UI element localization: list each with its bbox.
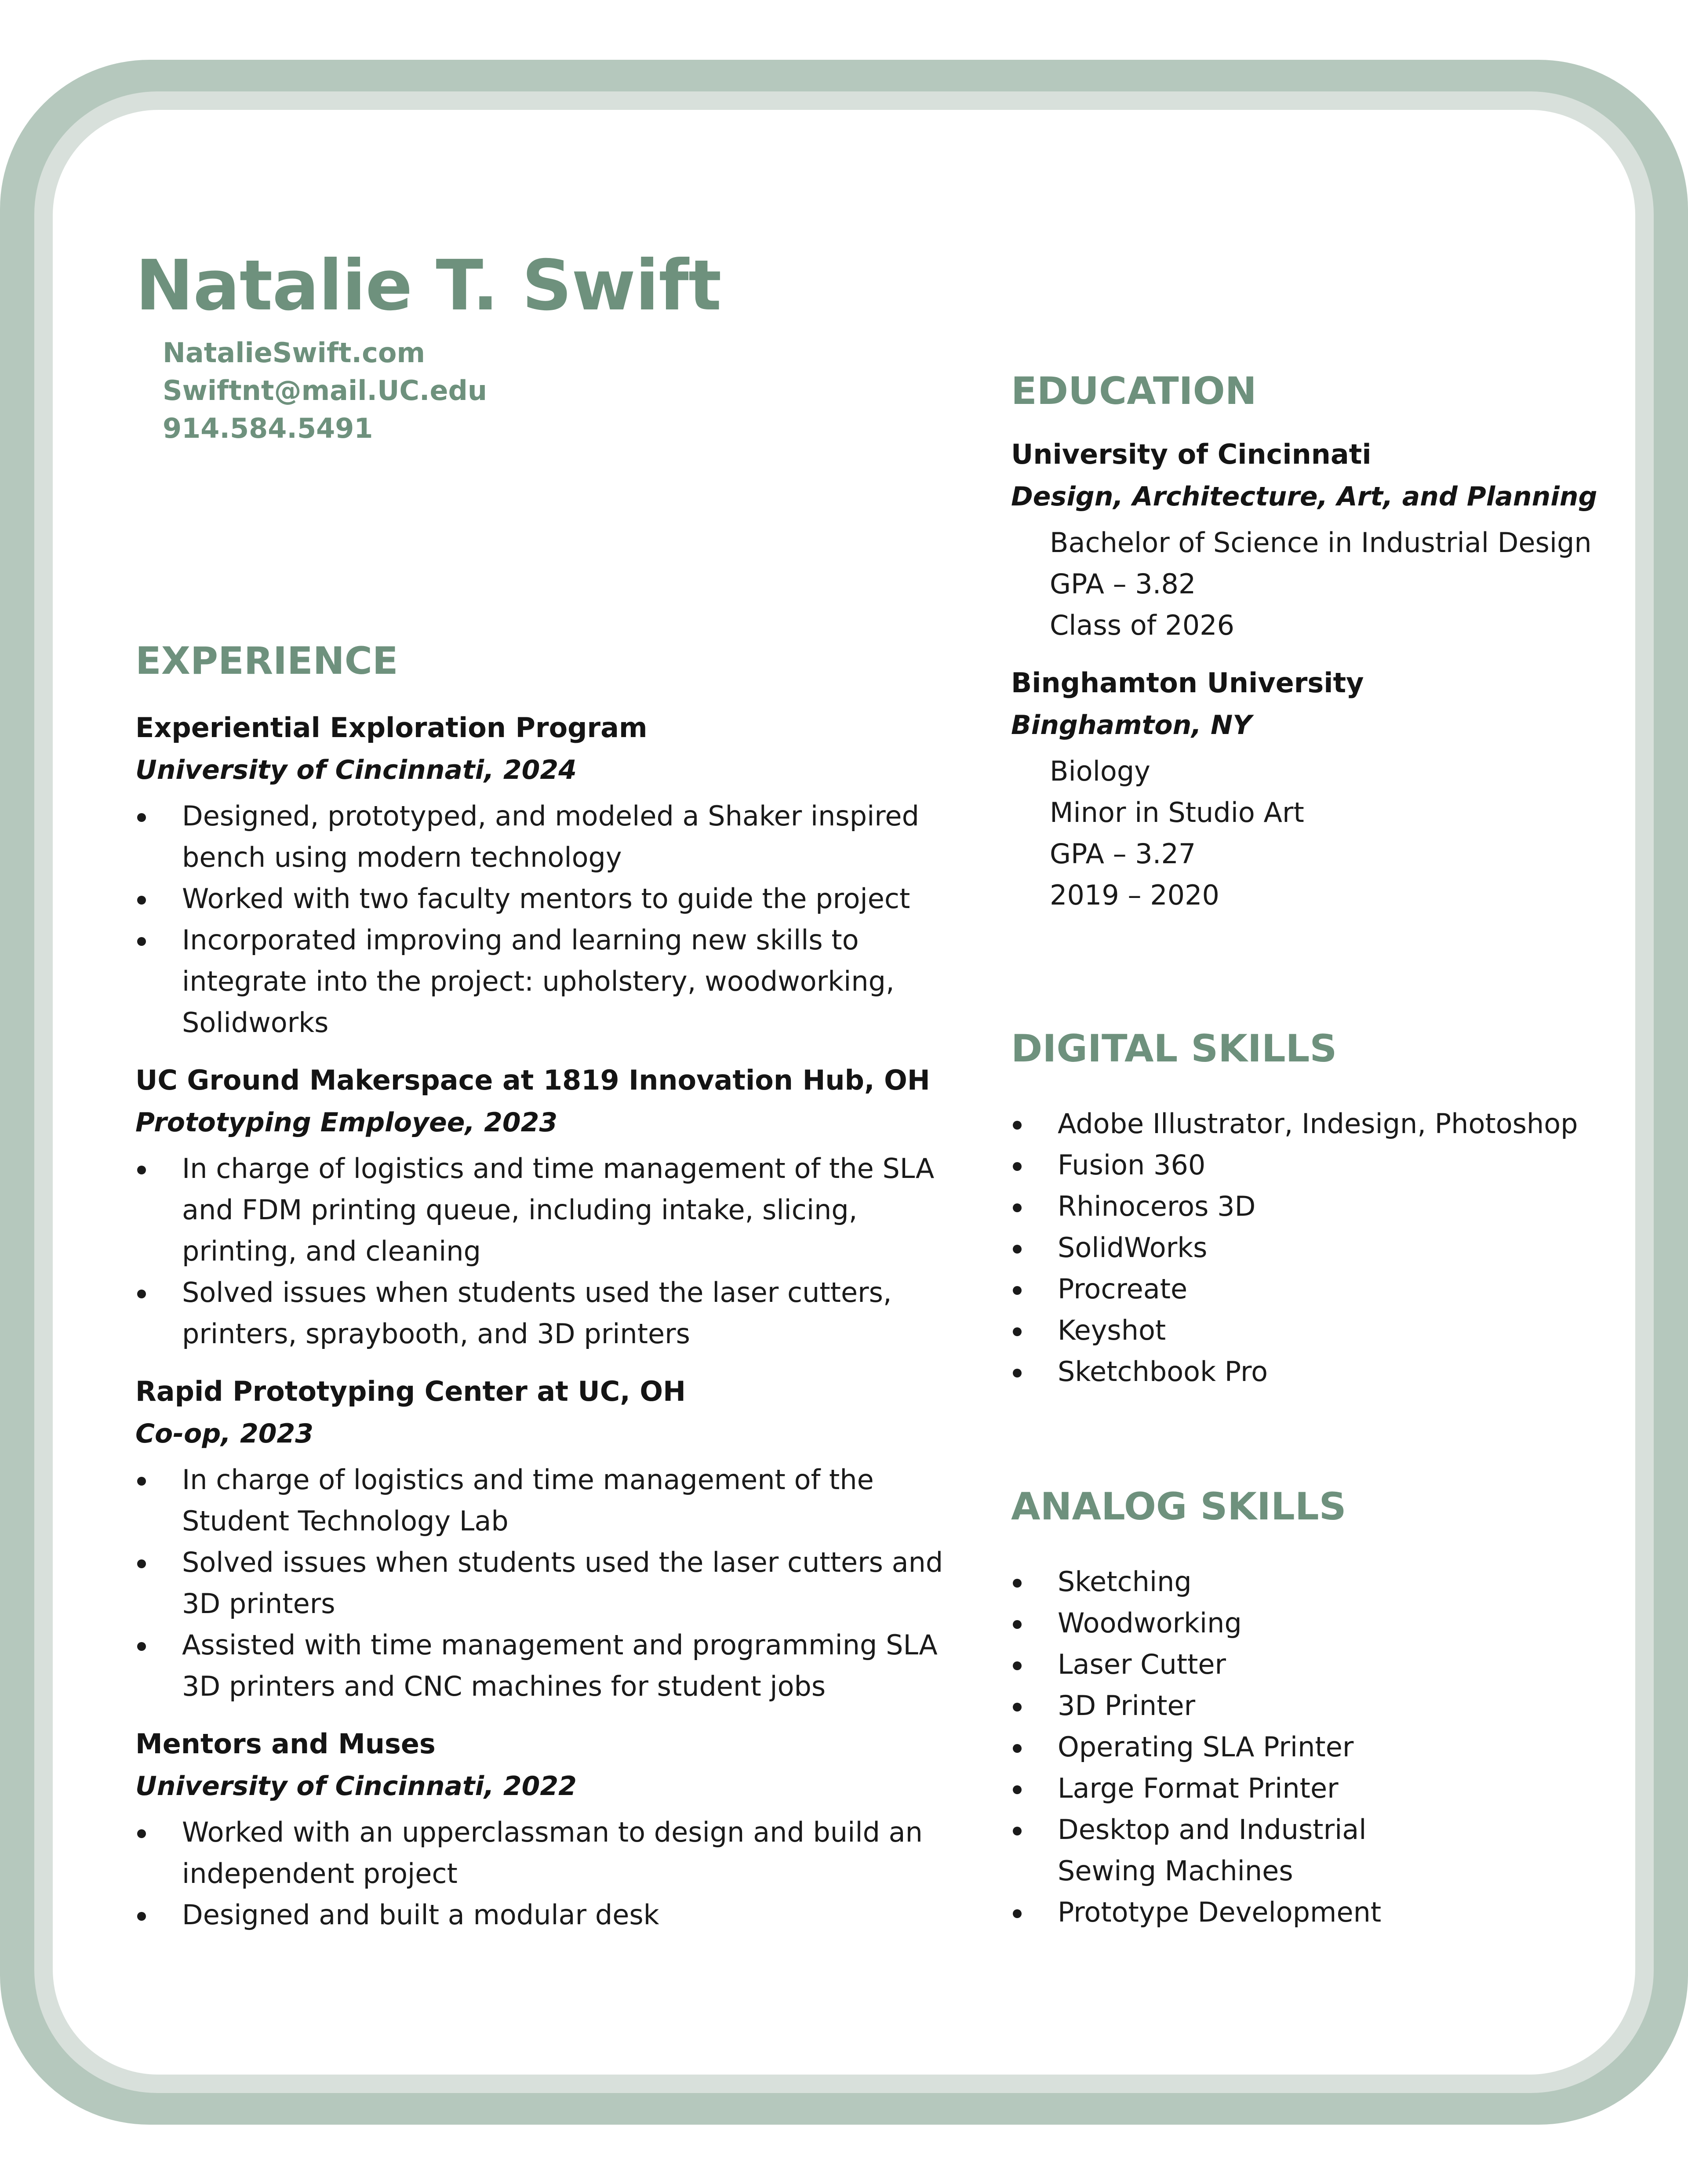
experience-entry <box>135 1370 971 1707</box>
list-item: In charge of logistics and time management of the Student Technology Lab <box>135 1459 971 1542</box>
entry-subtitle: University of Cincinnati, 2024 <box>135 755 577 785</box>
list-item: Designed, prototyped, and modeled a Shaker inspired bench using modern technology <box>135 796 971 878</box>
education-entry <box>1011 433 1597 646</box>
list-item: Solved issues when students used the laser cutters and 3D printers <box>135 1542 971 1624</box>
analog-skills-section <box>1011 1480 1582 1933</box>
list-item: Assisted with time management and programming SLA 3D printers and CNC machines for student jobs <box>135 1624 971 1707</box>
detail-list <box>1050 751 1582 916</box>
experience-heading: EXPERIENCE <box>135 639 398 683</box>
analog-skills-list <box>1011 1561 1582 1933</box>
bullet-list <box>135 1459 971 1707</box>
detail-line: Bachelor of Science in Industrial Design <box>1050 527 1592 559</box>
detail-line: Class of 2026 <box>1050 609 1235 641</box>
bullet-list <box>135 1148 971 1355</box>
bullet-list <box>135 796 971 1043</box>
entry-subtitle: Prototyping Employee, 2023 <box>135 1107 558 1138</box>
list-item: Keyshot <box>1011 1310 1582 1351</box>
education-heading: EDUCATION <box>1011 369 1257 413</box>
list-item: Incorporated improving and learning new skills to integrate into the project: upholstery, woodworking, Solidworks <box>135 919 971 1043</box>
list-item: Woodworking <box>1011 1603 1582 1644</box>
entry-title: University of Cincinnati <box>1011 438 1372 470</box>
entry-subtitle: Co-op, 2023 <box>135 1418 313 1449</box>
digital-skills-heading: DIGITAL SKILLS <box>1011 1027 1337 1071</box>
digital-skills-section <box>1011 1022 1582 1392</box>
list-item: Large Format Printer <box>1011 1768 1582 1809</box>
list-item: Rhinoceros 3D <box>1011 1186 1582 1227</box>
experience-entry <box>135 707 971 1043</box>
bullet-list <box>135 1812 971 1936</box>
entry-subtitle: Design, Architecture, Art, and Planning <box>1011 481 1597 512</box>
detail-line: Biology <box>1050 755 1150 787</box>
experience-section <box>135 635 971 1936</box>
entry-title: Rapid Prototyping Center at UC, OH <box>135 1375 686 1407</box>
detail-line: 2019 – 2020 <box>1050 879 1219 911</box>
contact-website[interactable]: NatalieSwift.com <box>163 337 426 369</box>
entry-title: UC Ground Makerspace at 1819 Innovation Hub, OH <box>135 1064 930 1096</box>
list-item: 3D Printer <box>1011 1685 1582 1726</box>
experience-entry <box>135 1059 971 1355</box>
list-item: Adobe Illustrator, Indesign, Photoshop <box>1011 1103 1582 1145</box>
list-item: Solved issues when students used the laser cutters, printers, spraybooth, and 3D printers <box>135 1272 971 1355</box>
education-section <box>1011 365 1597 916</box>
detail-line: Minor in Studio Art <box>1050 796 1304 829</box>
list-item: Fusion 360 <box>1011 1145 1582 1186</box>
list-item: Laser Cutter <box>1011 1644 1582 1685</box>
digital-skills-list <box>1011 1103 1582 1392</box>
list-item: SolidWorks <box>1011 1227 1582 1268</box>
list-item: Prototype Development <box>1011 1892 1582 1933</box>
entry-subtitle: Binghamton, NY <box>1011 710 1252 741</box>
detail-line: GPA – 3.27 <box>1050 838 1196 870</box>
list-item: Worked with an upperclassman to design and build an independent project <box>135 1812 971 1894</box>
list-item: Desktop and Industrial Sewing Machines <box>1011 1809 1453 1892</box>
contact-block <box>163 334 487 447</box>
list-item: Designed and built a modular desk <box>135 1894 971 1936</box>
list-item: Sketching <box>1011 1561 1582 1603</box>
entry-title: Mentors and Muses <box>135 1728 436 1760</box>
analog-skills-heading: ANALOG SKILLS <box>1011 1485 1346 1529</box>
entry-title: Experiential Exploration Program <box>135 712 648 744</box>
contact-phone[interactable]: 914.584.5491 <box>163 412 373 444</box>
detail-line: GPA – 3.82 <box>1050 568 1196 600</box>
entry-subtitle: University of Cincinnati, 2022 <box>135 1771 577 1802</box>
list-item: Operating SLA Printer <box>1011 1726 1582 1768</box>
entry-title: Binghamton University <box>1011 667 1364 699</box>
experience-entry <box>135 1723 971 1936</box>
contact-email[interactable]: Swiftnt@mail.UC.edu <box>163 374 487 407</box>
list-item: Procreate <box>1011 1268 1582 1310</box>
list-item: Sketchbook Pro <box>1011 1351 1582 1392</box>
detail-list <box>1050 522 1592 646</box>
resume-name: Natalie T. Swift <box>135 245 721 326</box>
list-item: In charge of logistics and time management of the SLA and FDM printing queue, including intake, slicing, printing, and cleaning <box>135 1148 971 1272</box>
education-entry <box>1011 662 1582 916</box>
list-item: Worked with two faculty mentors to guide the project <box>135 878 971 919</box>
